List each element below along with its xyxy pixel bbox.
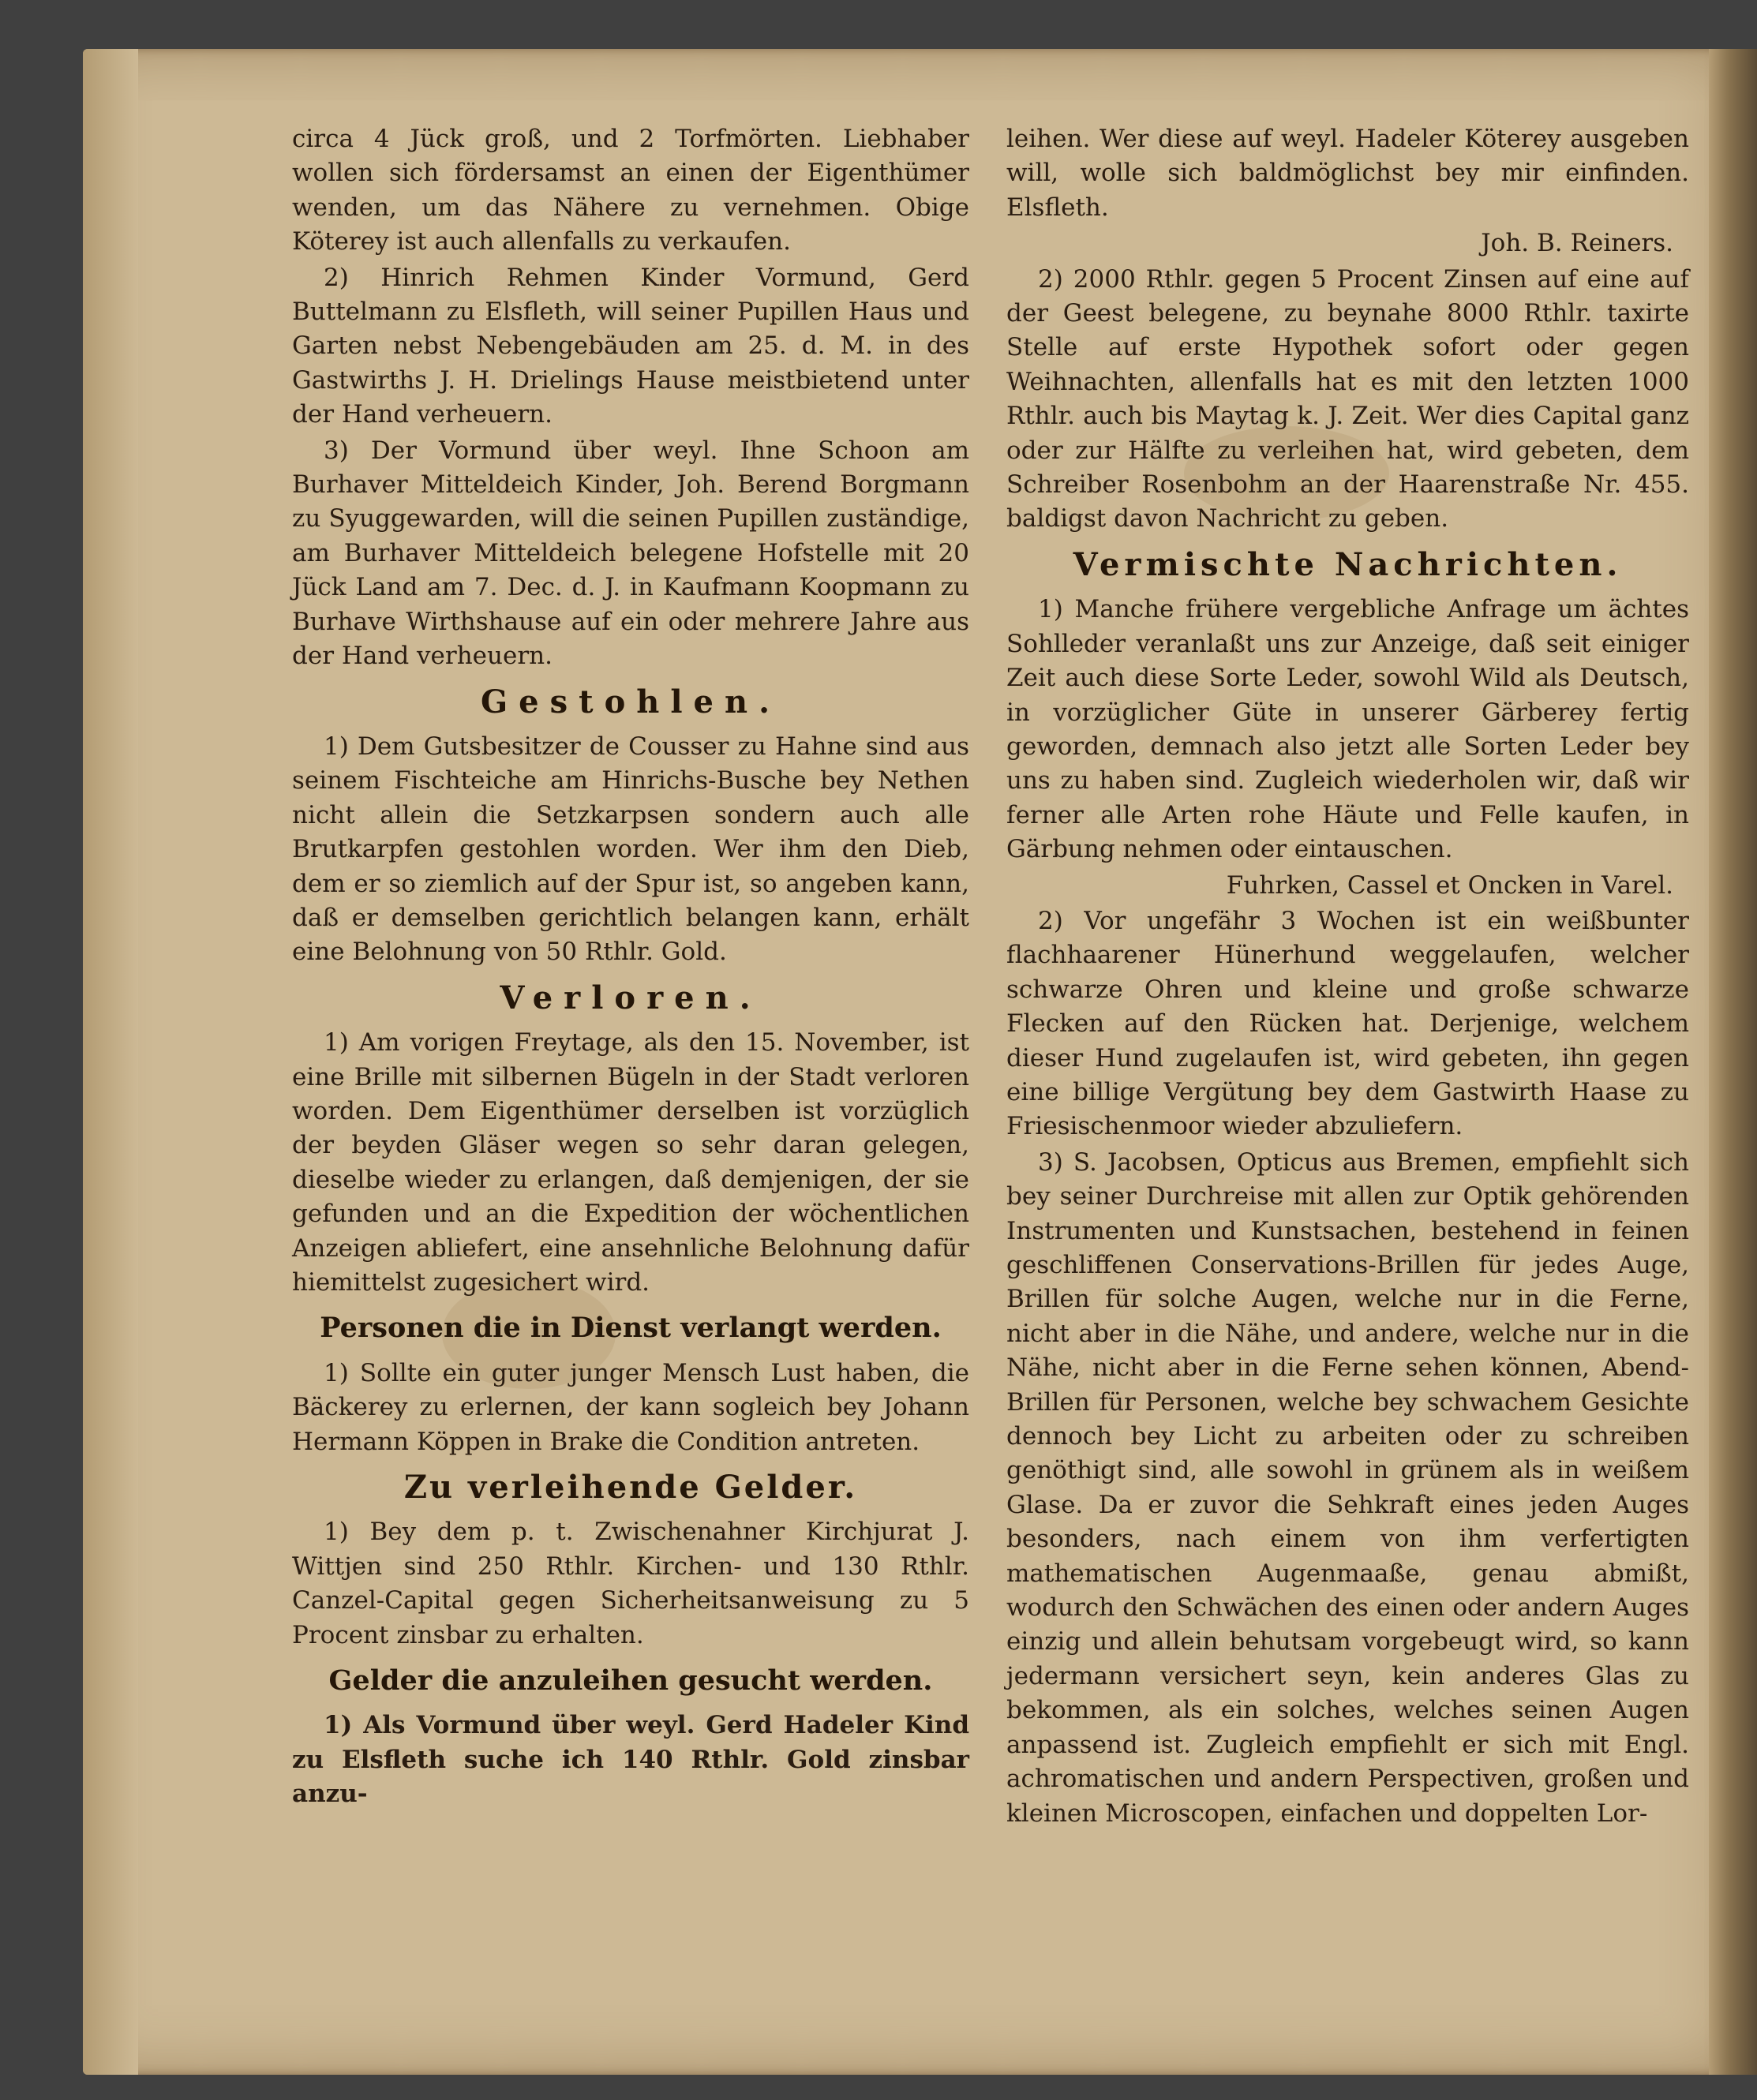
- paragraph: 1) Am vorigen Freytage, als den 15. November, ist eine Brille mit silbernen Bügeln in der Stadt verloren worden. Dem Eigenthümer derselben ist vorzüglich der beyden Gläser wegen so sehr daran gelegen, dieselbe wieder zu erlangen, daß demjenigen, der sie gefunden und an die Expedition der wöchentlichen Anzeigen abliefert, eine ansehnliche Belohnung dafür hiemittelst zugesichert wird.: [292, 1028, 969, 1297]
- paragraph: 1) Manche frühere vergebliche Anfrage um ächtes Sohlleder veranlaßt uns zur Anzeige, daß seit einiger Zeit auch diese Sorte Leder, sowohl Wild als Deutsch, in vorzüglicher Güte in unserer Gärberey fertig geworden, demnach also jetzt alle Sorten Leder bey uns zu haben sind. Zugleich wiederholen wir, daß wir ferner alle Arten rohe Häute und Felle kaufen, in Gärbung nehmen oder eintauschen.: [1006, 595, 1689, 864]
- section-heading-personen: Personen die in Dienst verlangt werden.: [320, 1312, 942, 1345]
- paragraph: 1) Sollte ein guter junger Mensch Lust haben, die Bäckerey zu erlernen, der kann sogleich bey Johann Hermann Köppen in Brake die Condition antreten.: [292, 1358, 969, 1456]
- section-heading-vermischte: Vermischte Nachrichten.: [1073, 545, 1623, 583]
- paragraph: 1) Bey dem p. t. Zwischenahner Kirchjurat J. Wittjen sind 250 Rthlr. Kirchen- und 130 Rthlr. Canzel-Capital gegen Sicherheitsanweisung zu 5 Procent zinsbar zu erhalten.: [292, 1518, 969, 1649]
- paragraph: circa 4 Jück groß, und 2 Torfmörten. Liebhaber wollen sich fördersamst an einen der Eigenthümer wenden, um das Nähere zu vernehmen. Obige Köterey ist auch allenfalls zu verkaufen.: [292, 125, 969, 256]
- paragraph: leihen. Wer diese auf weyl. Hadeler Köterey ausgeben will, wolle sich baldmöglichst bey mir einfinden. Elsfleth.: [1006, 125, 1689, 222]
- section-heading-verleihende-gelder: Zu verleihende Gelder.: [403, 1469, 858, 1507]
- book-spine: [1709, 49, 1757, 2075]
- signature-line: Joh. B. Reiners.: [1481, 229, 1673, 258]
- paragraph: 1) Als Vormund über weyl. Gerd Hadeler Kind zu Elsfleth suche ich 140 Rthlr. Gold zinsbar anzu-: [292, 1711, 969, 1809]
- paragraph: 3) S. Jacobsen, Opticus aus Bremen, empfiehlt sich bey seiner Durchreise mit allen zur Optik gehörenden Instrumenten und Kunstsachen, bestehend in feinen geschliffenen Conservations-Brillen für jedes Auge, Brillen für solche Augen, welche nur in die Ferne, nicht aber in die Nähe, und andere, welche nur in die Nähe, nicht aber in die Ferne sehen können, Abend-Brillen für Personen, welche bey schwachem Gesichte dennoch bey Licht zu arbeiten oder zu schreiben genöthigt sind, alle sowohl in grünem als in weißem Glase. Da er zuvor die Sehkraft eines jeden Auges besonders, nach einem von ihm verfertigten mathematischen Augenmaaße, genau abmißt, wodurch den Schwächen des einen oder andern Auges einzig und allein behutsam vorgebeugt wird, so kann jedermann versichert seyn, kein anderes Glas zu bekommen, als ein solches, welches seinen Augen anpassend ist. Zugleich empfiehlt er sich mit Engl. achromatischen und andern Perspectiven, großen und kleinen Microscopen, einfachen und doppelten Lor-: [1006, 1147, 1689, 1828]
- paragraph: 1) Dem Gutsbesitzer de Cousser zu Hahne sind aus seinem Fischteiche am Hinrichs-Busche bey Nethen nicht allein die Setzkarpsen sondern auch alle Brutkarpfen gestohlen worden. Wer ihm den Dieb, dem er so ziemlich auf der Spur ist, so angeben kann, daß er demselben gerichtlich belangen kann, erhält eine Belohnung von 50 Rthlr. Gold.: [292, 732, 969, 967]
- right-column: [1006, 122, 1689, 1832]
- section-heading-verloren: Verloren.: [500, 979, 762, 1016]
- section-heading-anzuleihen: Gelder die anzuleihen gesucht werden.: [328, 1664, 933, 1698]
- paragraph: 2) Hinrich Rehmen Kinder Vormund, Gerd Buttelmann zu Elsfleth, will seiner Pupillen Haus und Garten nebst Nebengebäuden am 25. d. M. in des Gastwirths J. H. Drielings Hause meistbietend unter der Hand verheuern.: [292, 263, 969, 429]
- page-edge: [83, 49, 138, 2075]
- section-heading-gestohlen: Gestohlen.: [480, 683, 781, 721]
- signature-line: Fuhrken, Cassel et Oncken in Varel.: [1226, 870, 1673, 900]
- paragraph: 3) Der Vormund über weyl. Ihne Schoon am Burhaver Mitteldeich Kinder, Joh. Berend Borgmann zu Syuggewarden, will die seinen Pupillen zuständige, am Burhaver Mitteldeich belegene Hofstelle mit 20 Jück Land am 7. Dec. d. J. in Kaufmann Koopmann zu Burhave Wirthshause auf ein oder mehrere Jahre aus der Hand verheuern.: [292, 436, 969, 671]
- paragraph: 2) Vor ungefähr 3 Wochen ist ein weißbunter flachhaarener Hünerhund weggelaufen, welcher schwarze Ohren und kleine und große schwarze Flecken auf den Rücken hat. Derjenige, welchem dieser Hund zugelaufen ist, wird gebeten, ihn gegen eine billige Vergütung bey dem Gastwirth Haase zu Friesischenmoor wieder abzuliefern.: [1006, 906, 1689, 1141]
- paragraph: 2) 2000 Rthlr. gegen 5 Procent Zinsen auf eine auf der Geest belegene, zu beynahe 8000 Rthlr. taxirte Stelle auf erste Hypothek sofort oder gegen Weihnachten, allenfalls hat es mit den letzten 1000 Rthlr. auch bis Maytag k. J. Zeit. Wer dies Capital ganz oder zur Hälfte zu verleihen hat, wird gebeten, dem Schreiber Rosenbohm an der Haarenstraße Nr. 455. baldigst davon Nachricht zu geben.: [1006, 264, 1689, 533]
- left-column: [292, 122, 969, 1814]
